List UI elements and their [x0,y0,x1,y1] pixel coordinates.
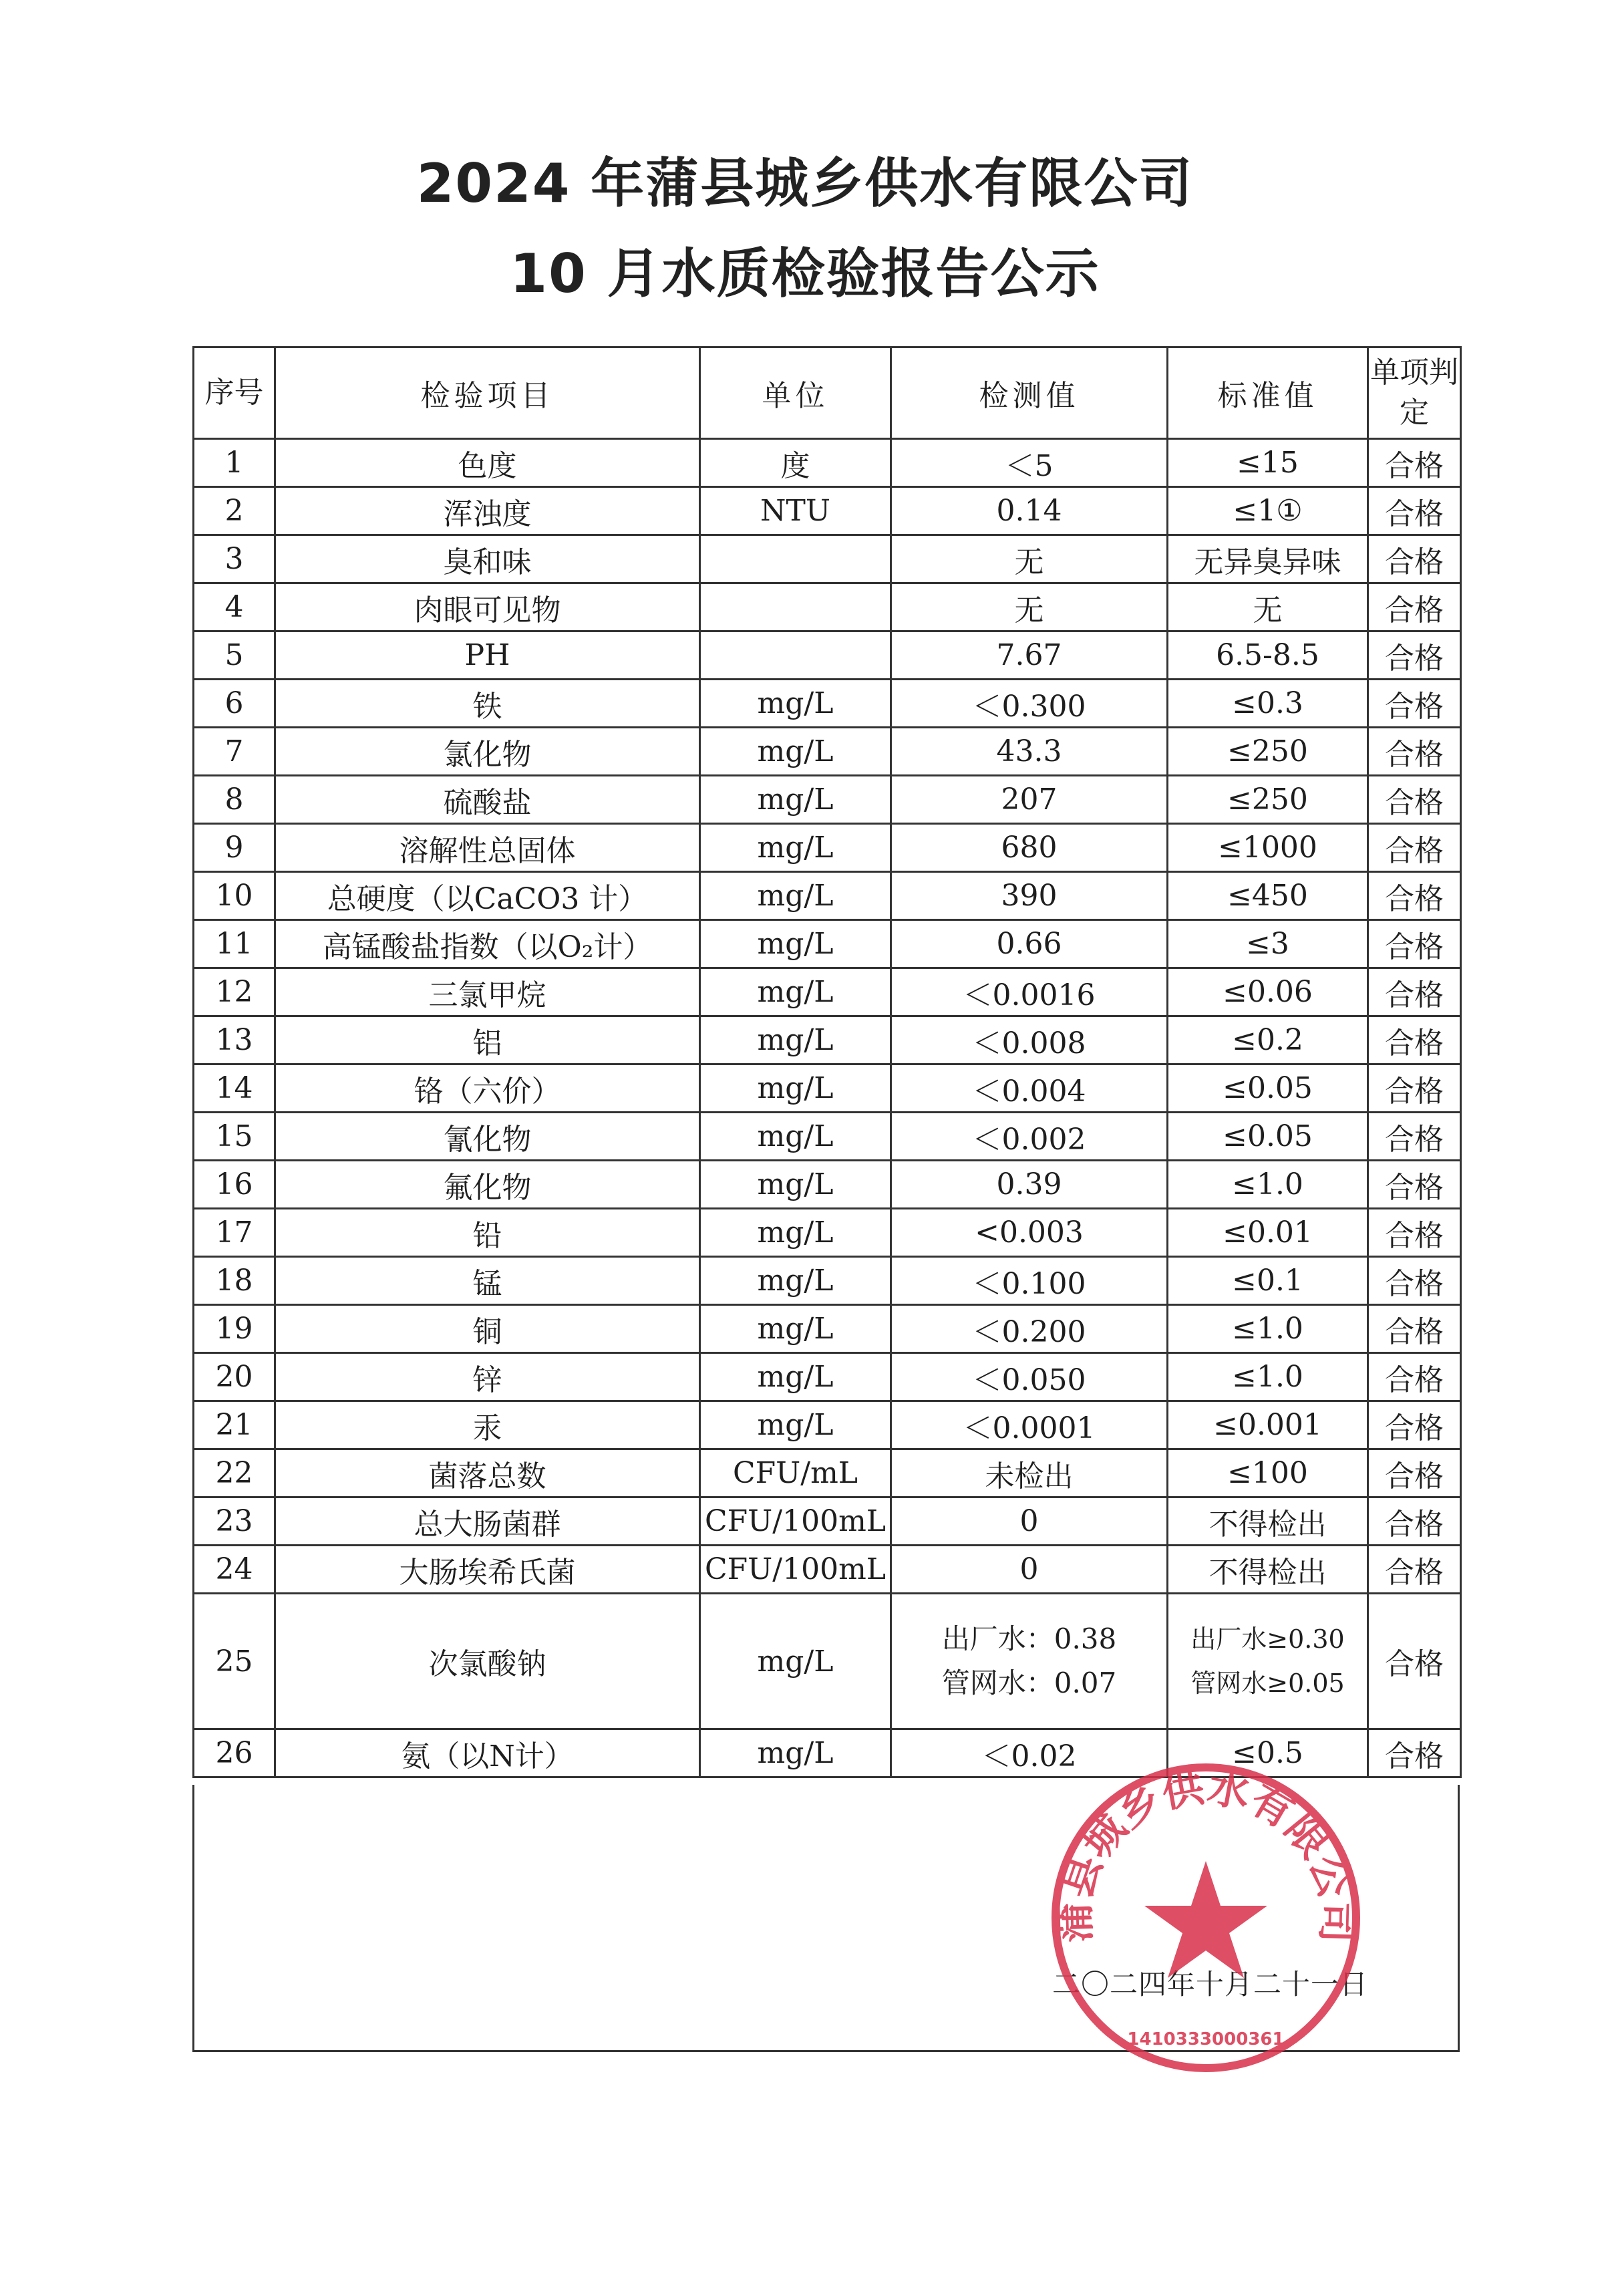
cell-verdict: 合格 [1368,1305,1461,1353]
cell-verdict: 合格 [1368,1497,1461,1546]
table-row [194,1353,1461,1401]
table-row [194,1546,1461,1594]
cell-item: 臭和味 [275,535,700,583]
cell-unit [700,631,891,680]
cell-measured: ＜0.0001 [891,1401,1168,1449]
report-title-line2: 10 月水质检验报告公示 [510,243,1100,305]
cell-verdict: 合格 [1368,1401,1461,1449]
table-row [194,1161,1461,1209]
standard-line2: 管网水≥0.05 [1190,1669,1345,1698]
cell-measured: 无 [891,583,1168,631]
table-row [194,1064,1461,1113]
cell-standard: 不得检出 [1168,1497,1368,1546]
cell-no: 14 [194,1064,275,1113]
cell-verdict: 合格 [1368,728,1461,776]
table-row [194,1016,1461,1064]
table-row [194,680,1461,728]
cell-measured: ＜0.100 [891,1257,1168,1305]
cell-verdict: 合格 [1368,968,1461,1016]
cell-no: 12 [194,968,275,1016]
cell-no: 9 [194,824,275,872]
cell-verdict: 合格 [1368,920,1461,968]
cell-no: 8 [194,776,275,824]
cell-unit: mg/L [700,1064,891,1113]
cell-verdict: 合格 [1368,1113,1461,1161]
cell-standard: ≤450 [1168,872,1368,920]
cell-measured: 0 [891,1546,1168,1594]
cell-item: 三氯甲烷 [275,968,700,1016]
measured-line2: 管网水：0.07 [941,1667,1117,1699]
cell-measured: ＜0.200 [891,1305,1168,1353]
cell-no: 24 [194,1546,275,1594]
cell-verdict: 合格 [1368,872,1461,920]
cell-unit: mg/L [700,1353,891,1401]
cell-standard: ≤250 [1168,728,1368,776]
water-quality-table [192,346,1462,1778]
seal-company-text: 蒲县城乡供水有限公司 [1050,1761,1362,1944]
cell-no: 11 [194,920,275,968]
cell-no: 26 [194,1729,275,1777]
cell-standard: 无异臭异味 [1168,535,1368,583]
cell-standard: ≤0.05 [1168,1064,1368,1113]
cell-unit [700,583,891,631]
star-icon [1144,1861,1267,1978]
cell-verdict: 合格 [1368,776,1461,824]
cell-no: 17 [194,1209,275,1257]
cell-item: 高锰酸盐指数（以O₂计） [275,920,700,968]
cell-standard: 不得检出 [1168,1546,1368,1594]
header-measured [891,347,1168,439]
table-row [194,439,1461,487]
table-row [194,1401,1461,1449]
cell-measured: ＜0.002 [891,1113,1168,1161]
cell-measured: 0 [891,1497,1168,1546]
cell-measured: 0.14 [891,487,1168,535]
cell-standard: ≤1000 [1168,824,1368,872]
cell-standard: ≤15 [1168,439,1368,487]
cell-measured: ＜0.02 [891,1729,1168,1777]
cell-verdict: 合格 [1368,1257,1461,1305]
cell-item: 铝 [275,1016,700,1064]
cell-standard: ≤250 [1168,776,1368,824]
cell-verdict: 合格 [1368,583,1461,631]
cell-verdict: 合格 [1368,487,1461,535]
seal-code-text: 1410333000361 [1127,2029,1285,2049]
cell-item: 锰 [275,1257,700,1305]
table-row [194,1594,1461,1729]
cell-standard: ≤0.5 [1168,1729,1368,1777]
cell-standard: ≤0.06 [1168,968,1368,1016]
cell-measured: 未检出 [891,1449,1168,1497]
table-row [194,535,1461,583]
cell-no: 15 [194,1113,275,1161]
cell-verdict: 合格 [1368,1546,1461,1594]
cell-item: 锌 [275,1353,700,1401]
cell-measured: ＜0.0016 [891,968,1168,1016]
measured-line1: 出厂水：0.38 [941,1622,1117,1655]
cell-item: 总硬度（以CaCO3 计） [275,872,700,920]
cell-no: 25 [194,1594,275,1729]
cell-standard: 无 [1168,583,1368,631]
cell-no: 6 [194,680,275,728]
cell-unit: mg/L [700,1257,891,1305]
cell-unit: mg/L [700,728,891,776]
cell-measured: ＜0.004 [891,1064,1168,1113]
cell-standard: ≤0.001 [1168,1401,1368,1449]
header-standard [1168,347,1368,439]
cell-unit: mg/L [700,824,891,872]
cell-unit: CFU/100mL [700,1546,891,1594]
table-row [194,1113,1461,1161]
cell-item: 硫酸盐 [275,776,700,824]
cell-measured: <0.003 [891,1209,1168,1257]
table-row [194,631,1461,680]
cell-measured: ＜0.300 [891,680,1168,728]
cell-no: 18 [194,1257,275,1305]
cell-standard: ≤0.2 [1168,1016,1368,1064]
cell-item: 铁 [275,680,700,728]
header-measured-label: 检测值 [979,379,1080,413]
cell-verdict: 合格 [1368,680,1461,728]
table-row [194,487,1461,535]
table-row [194,824,1461,872]
cell-item: 铜 [275,1305,700,1353]
table-row [194,728,1461,776]
table-row [194,920,1461,968]
cell-standard: ≤0.1 [1168,1257,1368,1305]
cell-item: 铬（六价） [275,1064,700,1113]
cell-measured: ＜0.050 [891,1353,1168,1401]
table-row [194,1305,1461,1353]
cell-verdict: 合格 [1368,1064,1461,1113]
cell-no: 20 [194,1353,275,1401]
cell-unit: mg/L [700,872,891,920]
cell-standard: ≤0.05 [1168,1113,1368,1161]
cell-no: 22 [194,1449,275,1497]
table-row [194,1449,1461,1497]
cell-unit: mg/L [700,1161,891,1209]
cell-item: PH [275,631,700,680]
cell-item: 氰化物 [275,1113,700,1161]
cell-unit: CFU/100mL [700,1497,891,1546]
cell-no: 19 [194,1305,275,1353]
header-item [275,347,700,439]
cell-no: 2 [194,487,275,535]
cell-unit: mg/L [700,1016,891,1064]
header-unit-label: 单位 [762,379,829,413]
cell-measured: 207 [891,776,1168,824]
cell-standard: 6.5-8.5 [1168,631,1368,680]
cell-unit: mg/L [700,1209,891,1257]
cell-item: 溶解性总固体 [275,824,700,872]
cell-no: 16 [194,1161,275,1209]
cell-no: 4 [194,583,275,631]
cell-unit: mg/L [700,1401,891,1449]
cell-standard: ≤1.0 [1168,1305,1368,1353]
cell-no: 23 [194,1497,275,1546]
cell-unit: 度 [700,439,891,487]
cell-item: 浑浊度 [275,487,700,535]
cell-standard: ≤1① [1168,487,1368,535]
cell-item: 肉眼可见物 [275,583,700,631]
cell-unit: mg/L [700,1113,891,1161]
cell-item: 大肠埃希氏菌 [275,1546,700,1594]
cell-verdict: 合格 [1368,1449,1461,1497]
cell-measured: 7.67 [891,631,1168,680]
cell-measured: 0.66 [891,920,1168,968]
cell-unit: NTU [700,487,891,535]
cell-verdict: 合格 [1368,1016,1461,1064]
cell-verdict: 合格 [1368,1161,1461,1209]
cell-verdict: 合格 [1368,1353,1461,1401]
header-unit [700,347,891,439]
header-verdict: 单项判定 [1368,347,1461,439]
cell-measured: ＜5 [891,439,1168,487]
company-seal-stamp [1045,1757,1369,2078]
cell-unit: mg/L [700,1729,891,1777]
cell-unit: mg/L [700,1594,891,1729]
cell-measured: 43.3 [891,728,1168,776]
table-row [194,872,1461,920]
cell-no: 5 [194,631,275,680]
cell-measured [891,1594,1168,1729]
cell-no: 7 [194,728,275,776]
table-row [194,1257,1461,1305]
cell-verdict: 合格 [1368,535,1461,583]
cell-no: 13 [194,1016,275,1064]
cell-unit: mg/L [700,680,891,728]
header-item-label: 检验项目 [420,379,554,413]
table-row [194,583,1461,631]
cell-unit: mg/L [700,920,891,968]
cell-standard: ≤1.0 [1168,1353,1368,1401]
cell-standard [1168,1594,1368,1729]
cell-standard: ≤1.0 [1168,1161,1368,1209]
table-header-row [194,347,1461,439]
cell-item: 铅 [275,1209,700,1257]
table-row [194,1209,1461,1257]
cell-standard: ≤0.3 [1168,680,1368,728]
cell-item: 色度 [275,439,700,487]
report-date: 二〇二四年十月二十一日 [1052,1968,1369,2001]
cell-item: 总大肠菌群 [275,1497,700,1546]
cell-no: 10 [194,872,275,920]
cell-verdict: 合格 [1368,1729,1461,1777]
cell-standard: ≤100 [1168,1449,1368,1497]
table-row [194,1497,1461,1546]
cell-verdict: 合格 [1368,824,1461,872]
cell-measured: 390 [891,872,1168,920]
cell-unit: mg/L [700,968,891,1016]
cell-no: 21 [194,1401,275,1449]
cell-standard: ≤3 [1168,920,1368,968]
cell-verdict: 合格 [1368,631,1461,680]
cell-measured: 680 [891,824,1168,872]
cell-unit: mg/L [700,776,891,824]
cell-unit: mg/L [700,1305,891,1353]
cell-measured: 0.39 [891,1161,1168,1209]
cell-item: 氨（以N计） [275,1729,700,1777]
cell-item: 氟化物 [275,1161,700,1209]
cell-item: 氯化物 [275,728,700,776]
cell-no: 1 [194,439,275,487]
cell-measured: ＜0.008 [891,1016,1168,1064]
header-standard-label: 标准值 [1217,379,1318,413]
cell-standard: ≤0.01 [1168,1209,1368,1257]
cell-verdict: 合格 [1368,1594,1461,1729]
cell-unit [700,535,891,583]
cell-measured: 无 [891,535,1168,583]
cell-verdict: 合格 [1368,439,1461,487]
cell-no: 3 [194,535,275,583]
cell-item: 汞 [275,1401,700,1449]
standard-line1: 出厂水≥0.30 [1190,1624,1345,1654]
cell-verdict: 合格 [1368,1209,1461,1257]
cell-item: 次氯酸钠 [275,1594,700,1729]
header-seq: 序号 [194,347,275,439]
cell-item: 菌落总数 [275,1449,700,1497]
report-title-line1: 2024 年蒲县城乡供水有限公司 [416,152,1194,214]
cell-unit: CFU/mL [700,1449,891,1497]
table-row [194,968,1461,1016]
table-row [194,776,1461,824]
